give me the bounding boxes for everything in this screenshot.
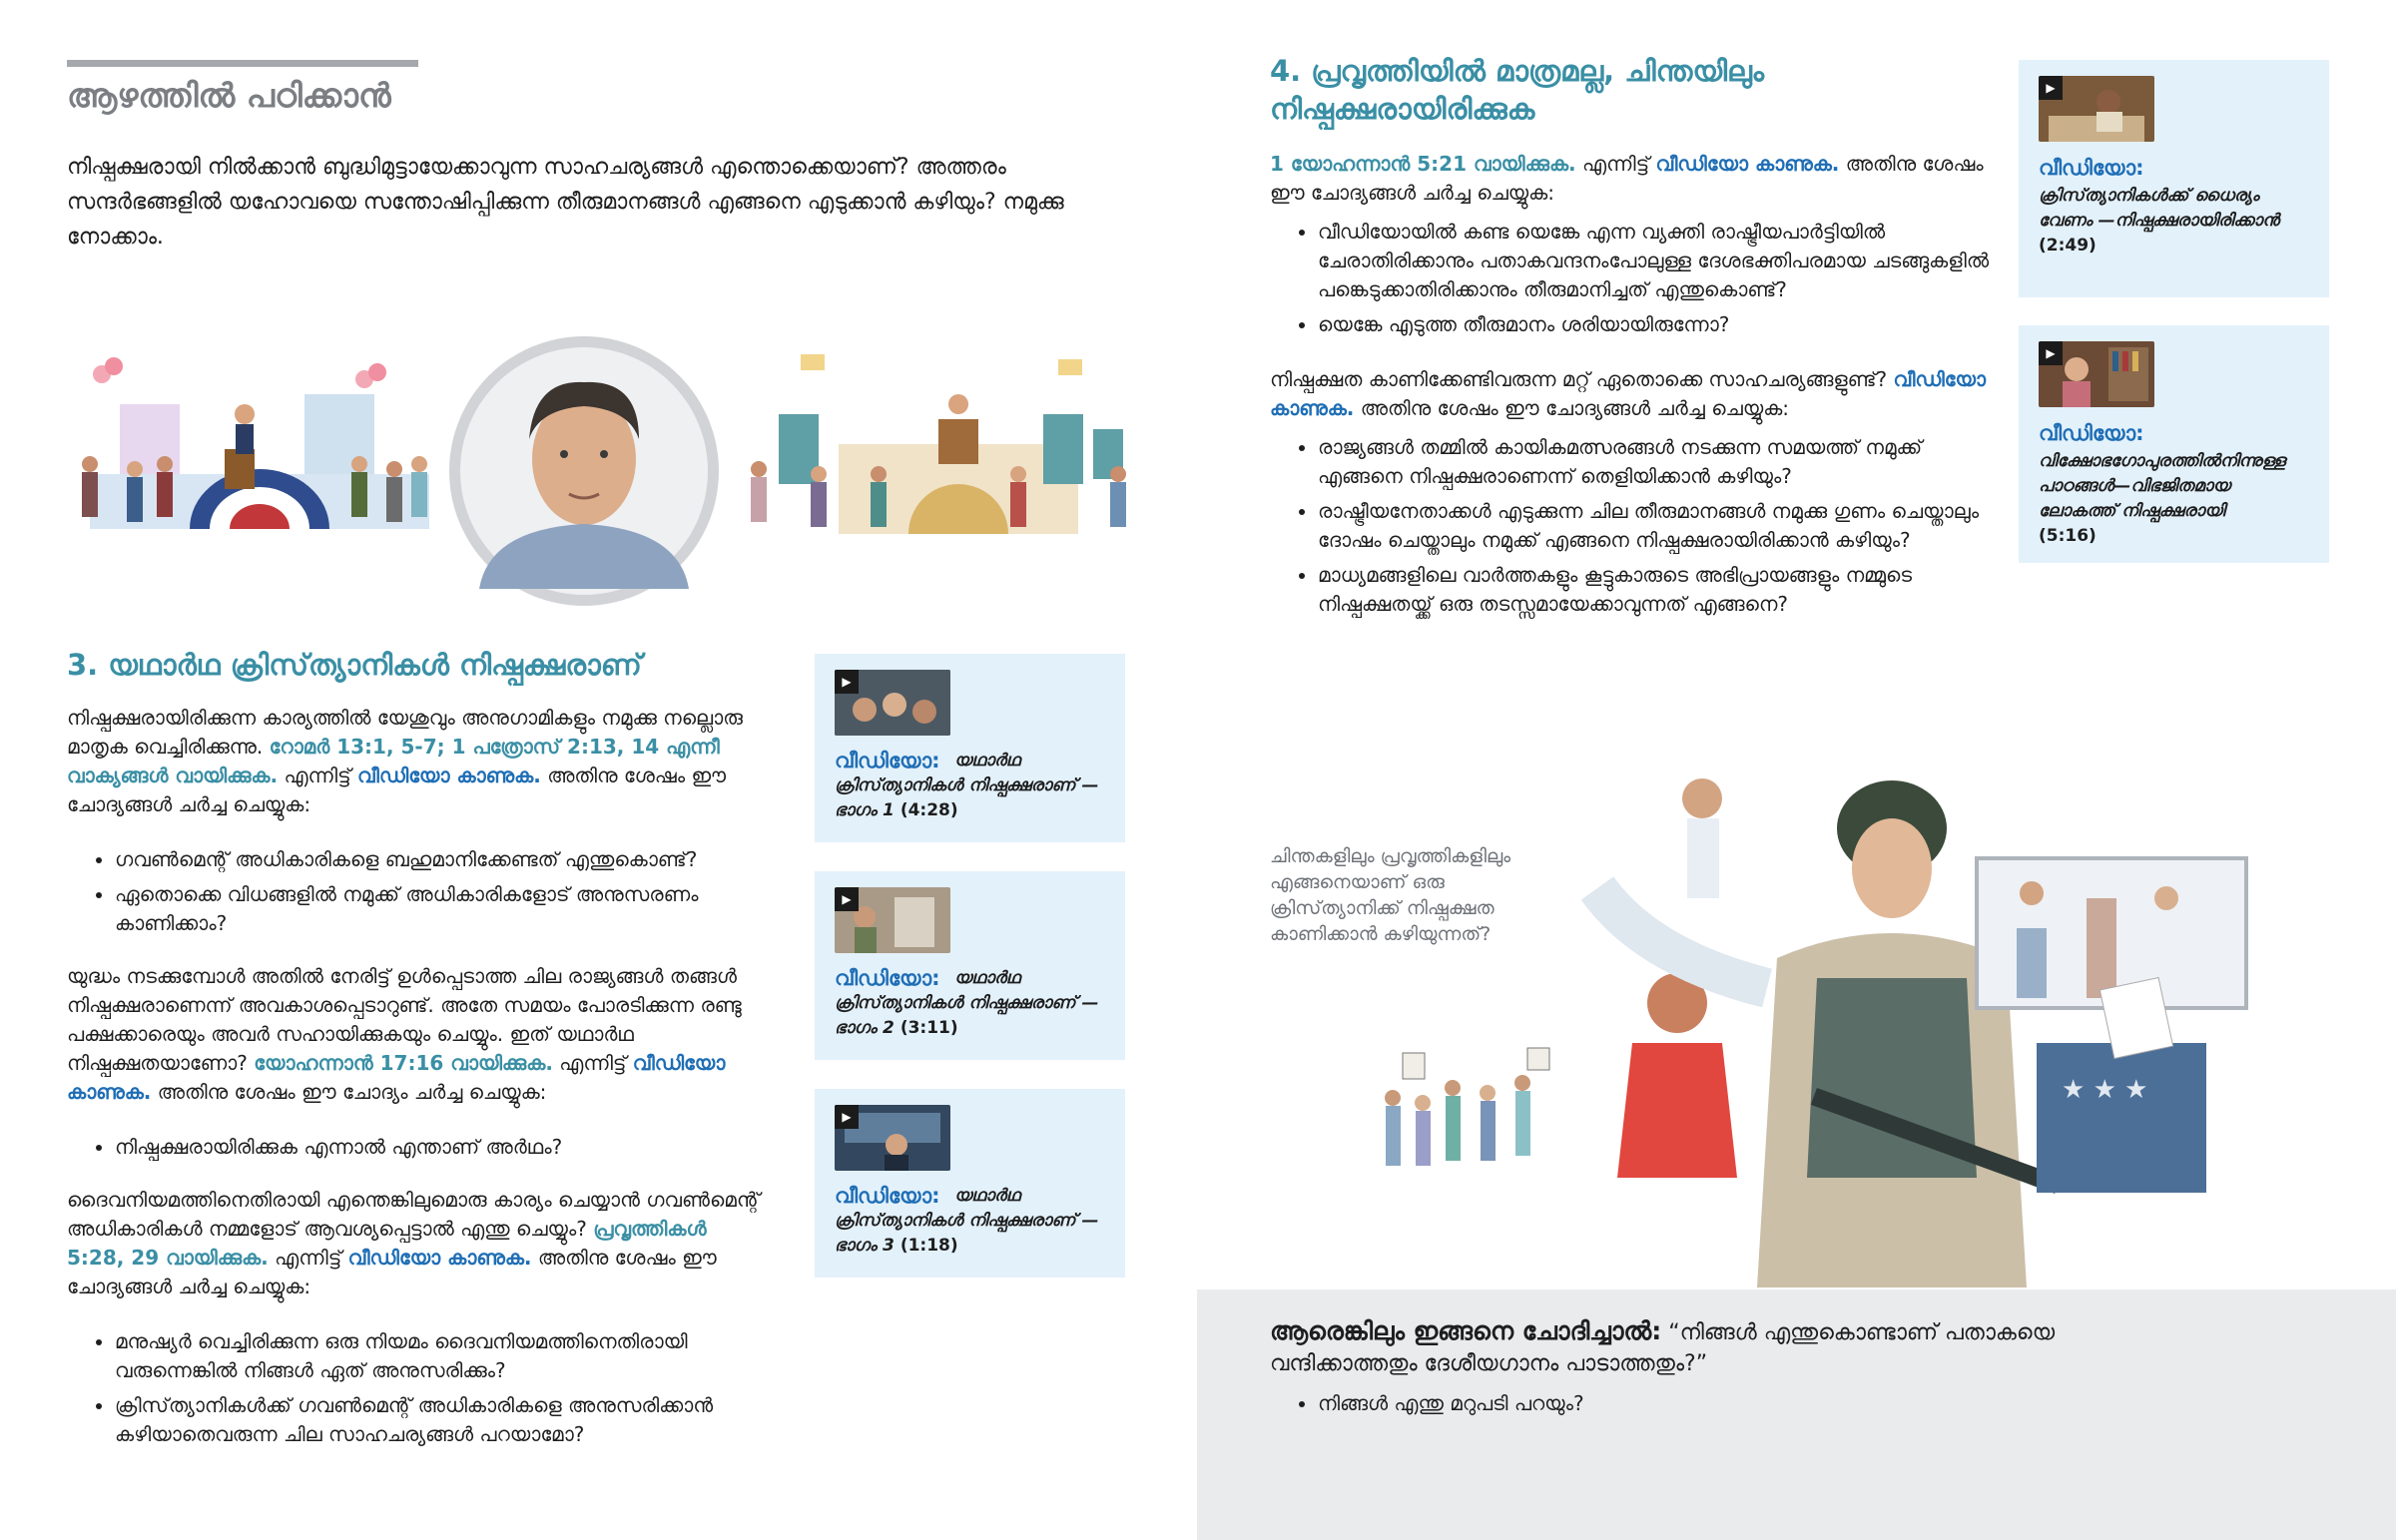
scripture-link-1-john[interactable]: 1 യോഹന്നാൻ 5:21 വായിക്കുക. [1270,152,1576,176]
section-4-paragraph-1: 1 യോഹന്നാൻ 5:21 വായിക്കുക. എന്നിട്ട് വീഡിയോ കാണുക. അതിനു ശേഷം ഈ ചോദ്യങ്ങൾ ചർച്ച ചെയ്യുക: [1270,152,1984,205]
video-card-part-3[interactable] [815,1089,1125,1278]
video-card-part-2[interactable] [815,871,1125,1060]
video-thumbnail[interactable] [2039,76,2154,142]
question-list-4b [1270,433,1999,619]
watch-video-link[interactable]: വീഡിയോ കാണുക. [347,1246,532,1270]
video-label: വീഡിയോ: [2039,421,2144,445]
play-icon[interactable]: ▶ [835,1105,859,1129]
list-item: • നിഷ്പക്ഷരായിരിക്കുക എന്നാൽ എന്താണ് അർഥം? [115,1133,766,1162]
fan-figure [1597,778,1767,1178]
video-card-watchtower[interactable] [2019,325,2329,563]
video-title: ക്രിസ്‌ത്യാനികൾക്ക് ധൈര്യം വേണം —നിഷ്പക്ഷരായിരിക്കാൻ (2:49) [2039,186,2280,256]
play-icon[interactable]: ▶ [835,670,859,694]
list-item: • ഏതൊക്കെ വിധങ്ങളിൽ നമുക്ക് അധികാരികളോട് അനുസരണം കാണിക്കാം? [115,880,766,938]
video-label: വീഡിയോ: [2039,156,2144,180]
watch-video-link[interactable]: വീഡിയോ കാണുക. [67,1051,726,1104]
question-list-3 [67,1327,766,1449]
video-thumbnail[interactable] [835,670,950,736]
video-card-part-1[interactable] [815,654,1125,842]
list-item: • ഗവൺമെന്റ് അധികാരികളെ ബഹുമാനിക്കേണ്ടത് എന്തുകൊണ്ട്? [115,845,766,874]
section-4-title: 4. പ്രവൃത്തിയിൽ മാത്രമല്ല, ചിന്തയിലും നിഷ്പക്ഷരായിരിക്കുക [1270,54,1765,126]
play-icon[interactable]: ▶ [2039,76,2063,100]
politics-illustration [60,334,1158,609]
portrait-circle [449,336,719,606]
question-callout [1197,1289,2396,1540]
scripture-link-romans-peter[interactable]: റോമർ 13:1, 5-7; 1 പത്രോസ്‌ 2:13, 14 എന്നീ വാക്യങ്ങൾ വായിക്കുക. [67,735,720,787]
protest-group [1385,1048,1549,1166]
video-card-courage[interactable] [2019,60,2329,297]
list-item: • രാഷ്ട്രീയനേതാക്കൾ എടുക്കുന്ന ചില തീരുമാനങ്ങൾ നമുക്കു ഗുണം ചെയ്താലും ദോഷം ചെയ്താലും നമുക്ക് എങ്ങനെ നിഷ്പക്ഷരായിരിക്കാൻ കഴിയും? [1318,497,1999,555]
section-4-paragraph-2: നിഷ്പക്ഷത കാണിക്കേണ്ടിവരുന്ന മറ്റ് ഏതൊക്കെ സാഹചര്യങ്ങളുണ്ട്? വീഡിയോ കാണുക. അതിനു ശേഷം ഈ ചോദ്യങ്ങൾ ചർച്ച ചെയ്യുക: [1270,367,1987,420]
section-3-title: 3. യഥാർഥ ക്രിസ്‌ത്യാനികൾ നിഷ്പക്ഷരാണ് [67,648,642,682]
callout-question-list [1270,1389,2216,1424]
section-4-body [1270,150,1999,625]
rally-crowd-right [751,354,1126,534]
rally-crowd-left [82,357,429,529]
watch-video-link[interactable]: വീഡിയോ കാണുക. [1270,367,1987,420]
watch-video-link[interactable]: വീഡിയോ കാണുക. [356,764,541,787]
list-item: • യെങ്കേ എടുത്ത തീരുമാനം ശരിയായിരുന്നോ? [1318,310,1999,339]
video-label: വീഡിയോ: [835,749,940,772]
video-title: യഥാർഥ ക്രിസ്‌ത്യാനികൾ നിഷ്പക്ഷരാണ് —ഭാഗം 3 (1:18) [835,1186,1099,1256]
list-item: • രാജ്യങ്ങൾ തമ്മിൽ കായികമത്സരങ്ങൾ നടക്കുന്ന സമയത്ത് നമുക്ക് എങ്ങനെ നിഷ്പക്ഷരാണെന്ന് തെളിയിക്കാൻ കഴിയും? [1318,433,1999,491]
callout-text: ആരെങ്കിലും ഇങ്ങനെ ചോദിച്ചാൽ: “നിങ്ങൾ എന്തുകൊണ്ടാണ് പതാകയെ വന്ദിക്കാത്തതും ദേശീയഗാനം പാടാത്തതും?” [1270,1316,2056,1376]
list-item: • വീഡിയോയിൽ കണ്ട യെങ്കേ എന്ന വ്യക്തി രാഷ്ട്രീയപാർട്ടിയിൽ ചേരാതിരിക്കാനും പതാകവന്ദനംപോലുള്ള ദേശഭക്തിപരമായ ചടങ്ങുകളിൽ പങ്കെടുക്കാതിരിക്കാനും തീരുമാനിച്ചത് എന്തുകൊണ്ട്? [1318,218,1999,304]
video-thumbnail[interactable] [835,887,950,953]
section-3-body [67,704,766,1455]
neutrality-illustration [1348,759,2316,1287]
section-3-paragraph-1: നിഷ്പക്ഷരായിരിക്കുന്ന കാര്യത്തിൽ യേശുവും അനുഗാമികളും നമുക്കു നല്ലൊരു മാതൃക വെച്ചിരിക്കുന്നു. റോമർ 13:1, 5-7; 1 പത്രോസ്‌ 2:13, 14 എന്നീ വാക്യങ്ങൾ വായിക്കുക. എന്നിട്ട് വീഡിയോ കാണുക. അതിനു ശേഷം ഈ ചോദ്യങ്ങൾ ചർച്ച ചെയ്യുക: [67,706,743,816]
video-title: വിക്ഷോഭഗോപുരത്തിൽനിന്നുള്ള പാഠങ്ങൾ—വിഭജിതമായ ലോകത്ത് നിഷ്പക്ഷരായി (5:16) [2039,451,2286,546]
list-item: • മാധ്യമങ്ങളിലെ വാർത്തകളും കൂട്ടുകാരുടെ അഭിപ്രായങ്ങളും നമ്മുടെ നിഷ്പക്ഷതയ്ക്ക് ഒരു തടസ്സമായേക്കാവുന്നത് എങ്ങനെ? [1318,561,1999,619]
video-thumbnail[interactable] [835,1105,950,1171]
svg-text:★ ★ ★: ★ ★ ★ [2062,1075,2148,1105]
watch-video-link[interactable]: വീഡിയോ കാണുക. [1655,152,1840,176]
section-3-paragraph-3: ദൈവനിയമത്തിനെതിരായി എന്തെങ്കിലുമൊരു കാര്യം ചെയ്യാൻ ഗവൺമെന്റ് അധികാരികൾ നമ്മളോട് ആവശ്യപ്പെട്ടാൽ എന്തു ചെയ്യും? പ്രവൃത്തികൾ 5:28, 29 വായിക്കുക. എന്നിട്ട് വീഡിയോ കാണുക. അതിനു ശേഷം ഈ ചോദ്യങ്ങൾ ചർച്ച ചെയ്യുക: [67,1188,761,1298]
question-list-4a [1270,218,1999,339]
video-label: വീഡിയോ: [835,1184,940,1208]
video-label: വീഡിയോ: [835,966,940,990]
list-item: • നിങ്ങൾ എന്തു മറുപടി പറയും? [1318,1389,2216,1418]
scripture-link-john[interactable]: യോഹന്നാൻ 17:16 വായിക്കുക. [254,1051,553,1075]
scripture-link-acts[interactable]: പ്രവൃത്തികൾ 5:28, 29 വായിക്കുക. [67,1217,707,1270]
play-icon[interactable]: ▶ [2039,341,2063,365]
list-item: • മനുഷ്യർ വെച്ചിരിക്കുന്ന ഒരു നിയമം ദൈവനിയമത്തിനെതിരായി വരുന്നെങ്കിൽ നിങ്ങൾ ഏത് അനുസരിക്കും? [115,1327,766,1385]
video-title: യഥാർഥ ക്രിസ്‌ത്യാനികൾ നിഷ്പക്ഷരാണ് —ഭാഗം 2 (3:11) [835,968,1099,1038]
list-item: • ക്രിസ്‌ത്യാനികൾക്ക് ഗവൺമെന്റ് അധികാരികളെ അനുസരിക്കാൻ കഴിയാതെവരുന്ന ചില സാഹചര്യങ്ങൾ പറയാമോ? [115,1391,766,1449]
play-icon[interactable]: ▶ [835,887,859,911]
intro-paragraph: നിഷ്പക്ഷരായി നിൽക്കാൻ ബുദ്ധിമുട്ടായേക്കാവുന്ന സാഹചര്യങ്ങൾ എന്തൊക്കെയാണ്? അത്തരം സന്ദർഭങ്ങളിൽ യഹോവയെ സന്തോഷിപ്പിക്കുന്ന തീരുമാനങ്ങൾ എങ്ങനെ എടുക്കാൻ കഴിയും? നമുക്കു നോക്കാം. [67,155,1064,250]
section-3-paragraph-2: യുദ്ധം നടക്കുമ്പോൾ അതിൽ നേരിട്ട് ഉൾപ്പെടാത്ത ചില രാജ്യങ്ങൾ തങ്ങൾ നിഷ്പക്ഷരാണെന്ന് അവകാശപ്പെടാറുണ്ട്. അതേ സമയം പോരടിക്കുന്ന രണ്ടു പക്ഷക്കാരെയും അവർ സഹായിക്കുകയും ചെയ്യും. ഇത് യഥാർഥ നിഷ്പക്ഷതയാണോ? യോഹന്നാൻ 17:16 വായിക്കുക. എന്നിട്ട് വീഡിയോ കാണുക. അതിനു ശേഷം ഈ ചോദ്യം ചർച്ച ചെയ്യുക: [67,964,742,1104]
illustration-caption: ചിന്തകളിലും പ്രവൃത്തികളിലും എങ്ങനെയാണ് ഒരു ക്രിസ്‌ത്യാനിക്ക് നിഷ്പക്ഷത കാണിക്കാൻ കഴിയുന്നത്? [1270,845,1511,945]
section-rule [67,60,418,67]
question-list-2 [67,1133,766,1162]
page-title: ആഴത്തിൽ പഠിക്കാൻ [67,76,391,115]
video-thumbnail[interactable] [2039,341,2154,407]
question-list-1 [67,845,766,938]
video-title: യഥാർഥ ക്രിസ്‌ത്യാനികൾ നിഷ്പക്ഷരാണ് —ഭാഗം 1 (4:28) [835,751,1099,820]
